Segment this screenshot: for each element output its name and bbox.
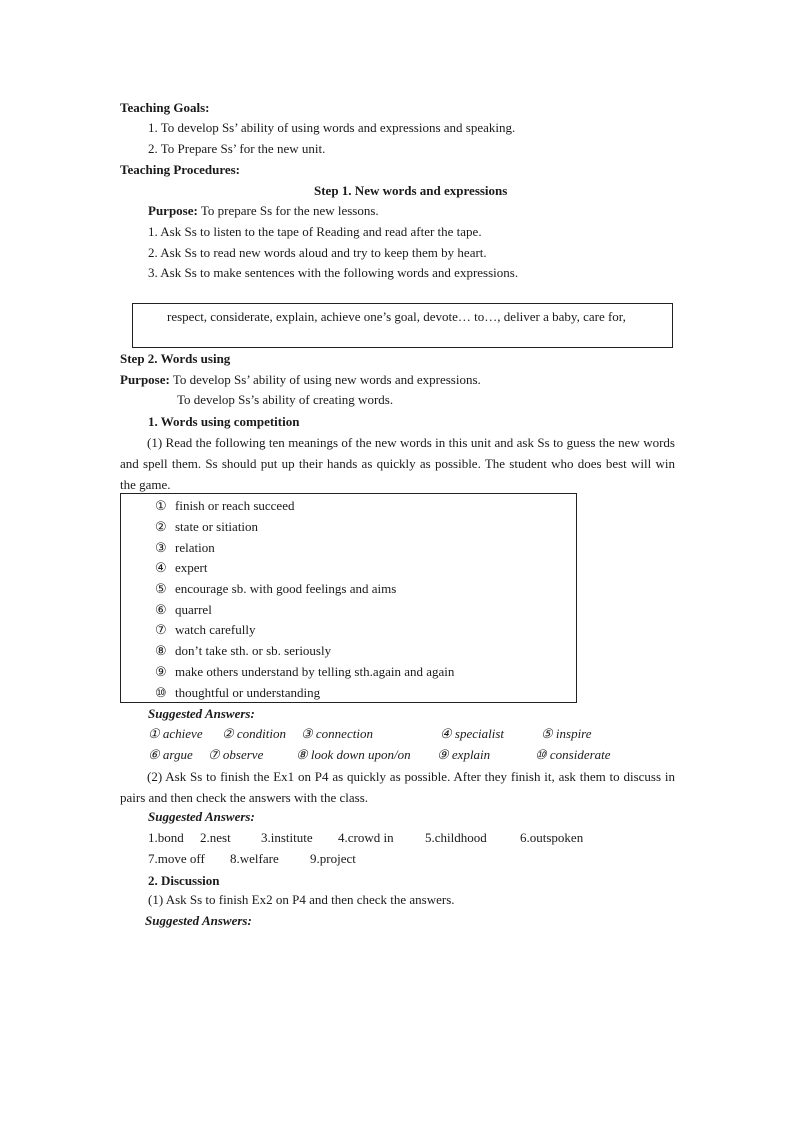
meaning-number: ①: [155, 498, 167, 513]
step1-item: 2. Ask Ss to read new words aloud and try to keep them by heart.: [148, 245, 487, 260]
answer-item: ⑥ argue: [148, 747, 193, 762]
meaning-item: [155, 540, 215, 556]
answer-item: 6.outspoken: [520, 830, 584, 845]
meaning-text: watch carefully: [175, 622, 256, 637]
purpose-label: Purpose:: [120, 372, 170, 387]
answer-item: ③ connection: [301, 726, 373, 741]
words-competition-title: 1. Words using competition: [148, 414, 300, 429]
answer-item: ④ specialist: [440, 726, 505, 741]
answer-item: 9.project: [310, 851, 356, 866]
meaning-number: ⑩: [155, 685, 167, 700]
meaning-text: don’t take sth. or sb. seriously: [175, 643, 332, 658]
step2-title: Step 2. Words using: [120, 351, 231, 366]
meaning-item: [155, 602, 212, 618]
meaning-item: [155, 581, 396, 597]
answer-item: ② condition: [222, 726, 287, 741]
meaning-item: [155, 685, 320, 701]
purpose-label: Purpose:: [148, 203, 198, 218]
paragraph-3: (1) Ask Ss to finish Ex2 on P4 and then check the answers.: [148, 892, 455, 907]
discussion-title: 2. Discussion: [148, 873, 220, 888]
answer-item: ① achieve: [148, 726, 203, 741]
meaning-text: expert: [175, 560, 208, 575]
teaching-procedures-heading: Teaching Procedures:: [120, 162, 241, 177]
answer-item: 8.welfare: [230, 851, 279, 866]
answer-item: ⑦ observe: [208, 747, 264, 762]
answer-item: 5.childhood: [425, 830, 487, 845]
meaning-number: ④: [155, 560, 167, 575]
purpose-text: To develop Ss’ ability of using new words and expressions.: [172, 372, 481, 387]
meaning-text: state or sitiation: [175, 519, 259, 534]
answer-item: 7.move off: [148, 851, 205, 866]
answer-item: 2.nest: [200, 830, 231, 845]
meaning-number: ③: [155, 540, 167, 555]
meanings-box: [120, 493, 577, 703]
purpose-text: To develop Ss’s ability of creating words.: [177, 392, 394, 407]
answer-item: ⑩ considerate: [535, 747, 611, 762]
step1-item: 3. Ask Ss to make sentences with the following words and expressions.: [148, 265, 519, 280]
step1-title: Step 1. New words and expressions: [314, 183, 508, 198]
answer-item: ⑧ look down upon/on: [296, 747, 411, 762]
suggested-answers-label: Suggested Answers:: [148, 809, 255, 824]
meaning-item: [155, 643, 331, 659]
teaching-goals-heading: Teaching Goals:: [120, 100, 210, 115]
meaning-text: relation: [175, 540, 215, 555]
meaning-item: [155, 622, 255, 638]
step1-item: 1. Ask Ss to listen to the tape of Reading and read after the tape.: [148, 224, 482, 239]
meaning-number: ⑤: [155, 581, 167, 596]
meaning-number: ⑦: [155, 622, 167, 637]
answer-item: 3.institute: [261, 830, 313, 845]
meaning-number: ⑧: [155, 643, 167, 658]
meaning-item: [155, 664, 454, 680]
meaning-item: [155, 498, 294, 514]
answer-item: ⑨ explain: [437, 747, 491, 762]
suggested-answers-label: Suggested Answers:: [148, 706, 255, 721]
paragraph-1: (1) Read the following ten meanings of the new words in this unit and ask Ss to guess the new words and spell them. Ss should put up their hands as quickly as possible. The student who does best will win the game.: [120, 435, 675, 492]
answer-item: 4.crowd in: [338, 830, 394, 845]
meaning-item: [155, 519, 258, 535]
step2-purpose: [120, 372, 481, 388]
meaning-item: [155, 560, 207, 576]
goal-item: 2. To Prepare Ss’ for the new unit.: [148, 141, 326, 156]
meaning-text: make others understand by telling sth.again and again: [175, 664, 455, 679]
meaning-text: thoughtful or understanding: [175, 685, 321, 700]
answer-item: ⑤ inspire: [541, 726, 592, 741]
meaning-number: ⑥: [155, 602, 167, 617]
meaning-text: finish or reach succeed: [175, 498, 295, 513]
meaning-number: ⑨: [155, 664, 167, 679]
step1-purpose: [148, 203, 379, 219]
word-box-text: respect, considerate, explain, achieve one’s goal, devote… to…, deliver a baby, care for,: [167, 309, 626, 324]
suggested-answers-label: Suggested Answers:: [145, 913, 252, 928]
word-box: [132, 303, 673, 348]
paragraph-2: (2) Ask Ss to finish the Ex1 on P4 as quickly as possible. After they finish it, ask them to discuss in pairs and then check the answers with the class.: [120, 769, 675, 805]
meaning-text: quarrel: [175, 602, 212, 617]
purpose-text: To prepare Ss for the new lessons.: [200, 203, 379, 218]
goal-item: 1. To develop Ss’ ability of using words and expressions and speaking.: [148, 120, 516, 135]
meaning-number: ②: [155, 519, 167, 534]
meaning-text: encourage sb. with good feelings and aims: [175, 581, 397, 596]
answer-item: 1.bond: [148, 830, 184, 845]
